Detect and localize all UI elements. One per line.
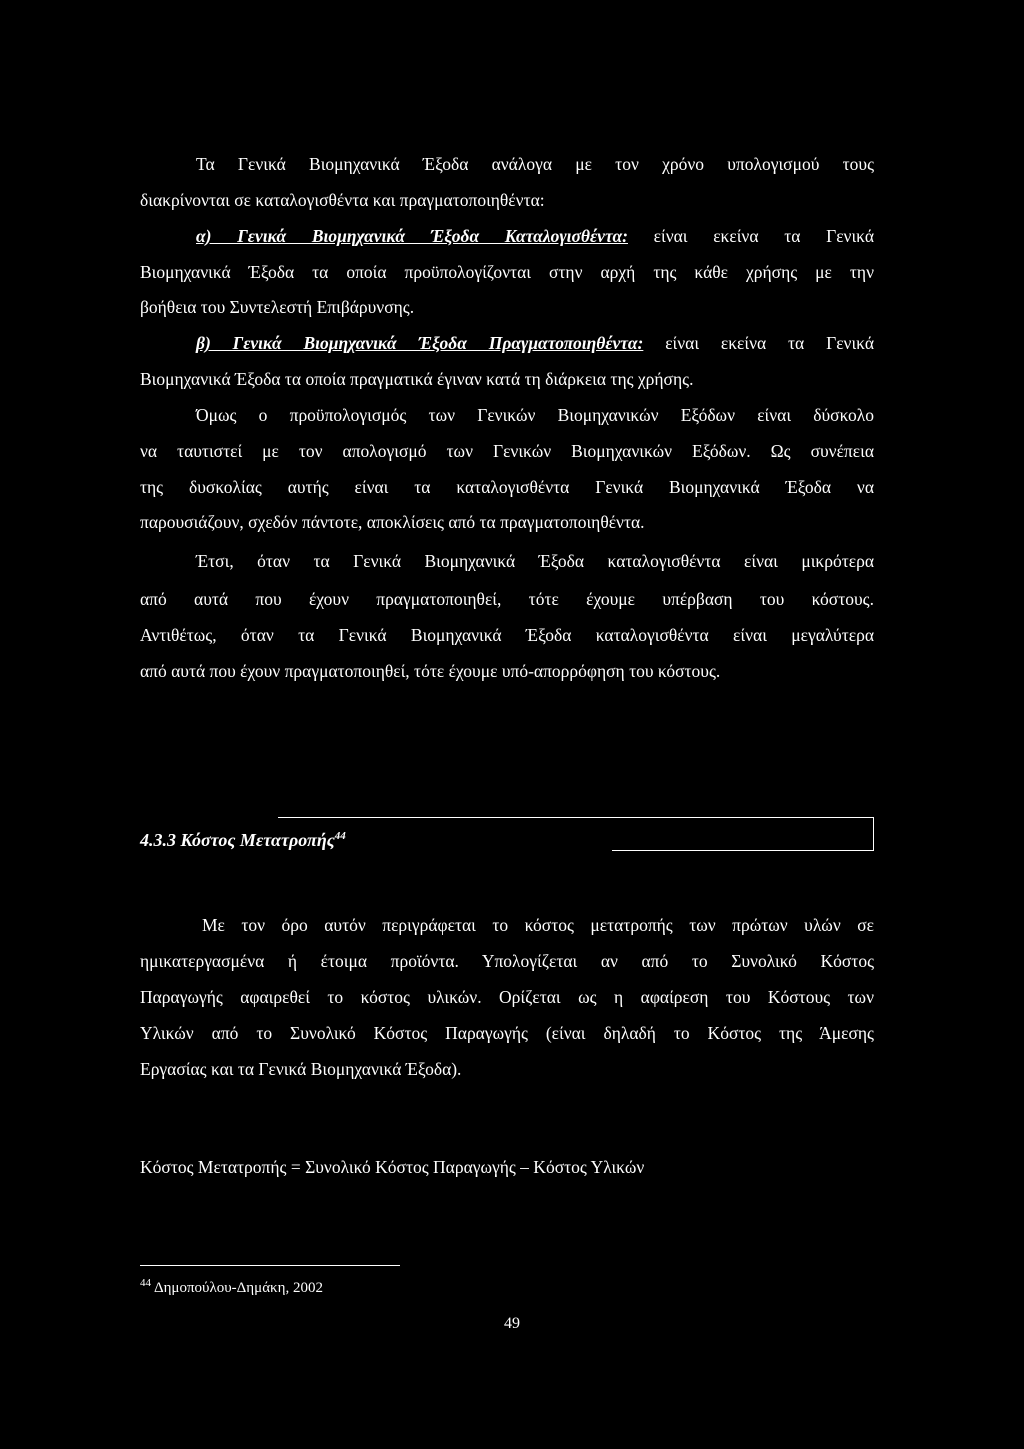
paragraph-line: Με τον όρο αυτόν περιγράφεται το κόστος μετατροπής των πρώτων υλών σε [202, 915, 874, 935]
paragraph-line: διακρίνονται σε καταλογισθέντα και πραγματοποιηθέντα: [140, 190, 545, 210]
paragraph-line: βοήθεια του Συντελεστή Επιβάρυνσης. [140, 297, 415, 317]
paragraph-line: Παραγωγής αφαιρεθεί το κόστος υλικών. Ορίζεται ως η αφαίρεση του Κόστους των [140, 987, 874, 1007]
footnote-number: 44 [140, 1277, 151, 1289]
definition-b-text: είναι εκείνα τα Γενικά [665, 333, 874, 353]
footnote-reference: 44 [334, 830, 346, 842]
definition-b-line [196, 331, 874, 355]
paragraph-line: Βιομηχανικά Έξοδα τα οποία προϋπολογίζονται στην αρχή της κάθε χρήσης με την [140, 262, 874, 282]
footnote [140, 1273, 323, 1298]
heading-frame-top [278, 817, 874, 818]
heading-frame-bottom [612, 850, 874, 851]
paragraph-line: Υλικών από το Συνολικό Κόστος Παραγωγής (είναι δηλαδή το Κόστος της Άμεσης [140, 1023, 874, 1043]
paragraph-line: Εργασίας και τα Γενικά Βιομηχανικά Έξοδα). [140, 1059, 462, 1079]
footnote-rule [140, 1265, 400, 1266]
paragraph-line: από αυτά που έχουν πραγματοποιηθεί, τότε έχουμε υπέρβαση του κόστους. [140, 589, 874, 609]
footnote-text: Δημοπούλου-Δημάκη, 2002 [153, 1280, 323, 1296]
section-heading-text: 4.3.3 Κόστος Μετατροπής [140, 830, 335, 850]
paragraph-line: Τα Γενικά Βιομηχανικά Έξοδα ανάλογα με τον χρόνο υπολογισμού τους [196, 154, 874, 174]
definition-a-label: α) Γενικά Βιομηχανικά Έξοδα Καταλογισθέντα: [196, 226, 628, 246]
paragraph-line: Βιομηχανικά Έξοδα τα οποία πραγματικά έγιναν κατά τη διάρκεια της χρήσης. [140, 369, 694, 389]
section-heading [140, 824, 346, 852]
formula: Κόστος Μετατροπής = Συνολικό Κόστος Παραγωγής – Κόστος Υλικών [140, 1157, 645, 1177]
page-number: 49 [504, 1315, 520, 1332]
definition-a-text: είναι εκείνα τα Γενικά [653, 226, 874, 246]
paragraph-line: Αντιθέτως, όταν τα Γενικά Βιομηχανικά Έξοδα καταλογισθέντα είναι μεγαλύτερα [140, 625, 874, 645]
paragraph-line: Έτσι, όταν τα Γενικά Βιομηχανικά Έξοδα καταλογισθέντα είναι μικρότερα [196, 551, 874, 571]
paragraph-line: της δυσκολίας αυτής είναι τα καταλογισθέντα Γενικά Βιομηχανικά Έξοδα να [140, 477, 874, 497]
paragraph-line: από αυτά που έχουν πραγματοποιηθεί, τότε έχουμε υπό-απορρόφηση του κόστους. [140, 661, 721, 681]
paragraph-line: ημικατεργασμένα ή έτοιμα προϊόντα. Υπολογίζεται αν από το Συνολικό Κόστος [140, 951, 874, 971]
definition-a-line [196, 224, 874, 248]
definition-b-label: β) Γενικά Βιομηχανικά Έξοδα Πραγματοποιηθέντα: [196, 333, 644, 353]
heading-frame-right [873, 817, 874, 851]
paragraph-line: να ταυτιστεί με τον απολογισμό των Γενικών Βιομηχανικών Εξόδων. Ως συνέπεια [140, 441, 874, 461]
paragraph-line: παρουσιάζουν, σχεδόν πάντοτε, αποκλίσεις από τα πραγματοποιηθέντα. [140, 512, 645, 532]
paragraph-line: Όμως ο προϋπολογισμός των Γενικών Βιομηχανικών Εξόδων είναι δύσκολο [196, 405, 874, 425]
